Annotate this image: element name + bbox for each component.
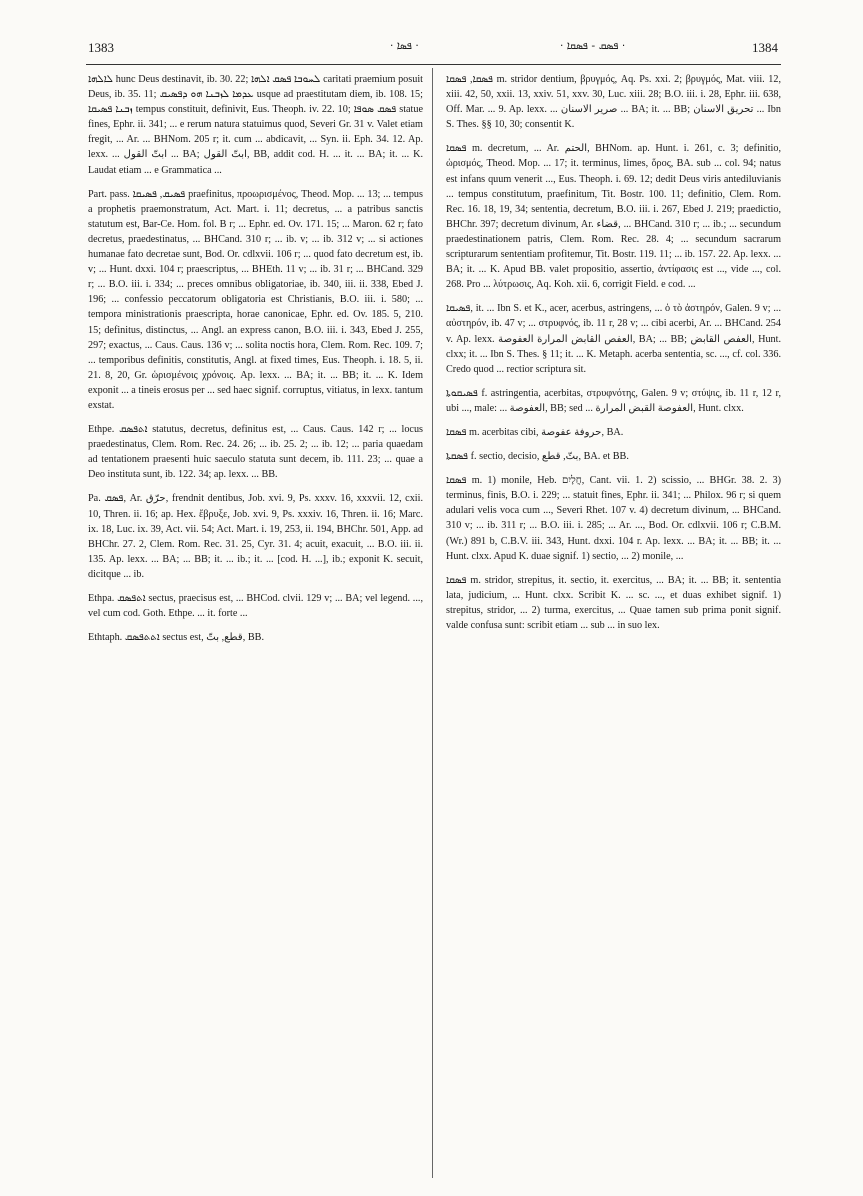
right-entry-7: ܦܣܩܐ m. 1) monile, Heb. חֲלָיִם, Cant. vii. 1. 2) scissio, ... BHGr. 38. 2. 3) terminus, finis, B.O. i. 229; ... statuit fines, Ephr. ii. 341; ... Philox. 96 r; si quem adulari velis voca cum ..., Severi Rhet. 107 v. 4) decretum divinum, ... BHCand. 310 v; ... ib. 311 r; ... B.O. iii. i. 285; ... Ar. ..., Bod. Or. cdlxvii. 106 r; C.B.M. (Wr.) 891 b, C.B.V. iii. 343, Hunt. dxxi. 104 r. Ap. lexx. ... BA; it. ... BB; it. ... Hunt. clxx. Apud K. duae signif. 1) sectio, ... 2) monile, ... (446, 475, 781, 562)
right-entry-5: ܦܣܩܐ m. acerbitas cibi, حروفة عفوصة, BA. (446, 426, 624, 438)
left-entry-1: ܠܐܠܗܐ hunc Deus destinavit, ib. 30. 22; ܠܚܘܒܐ ܦܣܩ ܐܠܗܐ caritati praemium posuit Deus, ib. 35. 11; ܥܕܡܐ ܠܙܒܢܐ ܗܘ ܕܦܣܝܩ usque ad praestitutam diem, ib. 108. 15; ܙܒܢܐ ܦܣܝܩܐ tempus constituit, definivit, Eus. Theoph. iv. 22. 10; ܦܣܩ ܣܘܦܐ statue fines, Ephr. ii. 341; ... e rerum natura statuimus quod, Severi Gr. 31 v. Valet etiam fregit, ... Ar. ... BHNom. 205 r; it. cum ... abdicavit, ... Syn. ii. Eph. 34. 12. Ap. lexx. ... ابتّ القول ... BA; ابتّ القول, BB, addit cod. H. ... it. ... BA; it. ... K. Laudat etiam ... e Grammatica ... (88, 74, 423, 176)
left-page-number: 1383 (88, 40, 114, 55)
header-rule (86, 64, 781, 65)
right-entry-1: ܦܣܩܐ, ܦܣܩܐ m. stridor dentium, βρυγμός, Aq. Ps. xxi. 2; βρυγμός, Mat. viii. 12, xiii. 42, 50, xxii. 13, xxiv. 51, xxv. 30, Luc. xiii. 28; B.O. iii. i. 28, Ephr. iii. 638, Off. Mar. ... 9. Ap. lexx. ... صرير الاسنان ... BA; it. ... BB; تحريق الاسنان ... Ibn S. Thes. §§ 10, 30; consentit K. (446, 74, 781, 131)
left-running-head: · ܦܣܐ · (390, 40, 419, 52)
left-entry-3: Ethpe. ܐܬܦܣܩ statutus, decretus, definitus est, ... Caus. Caus. 142 r; ... locus praedestinatus, Clem. Rom. Rec. 24. 26; ... ib. 25. 2; ... ib. 12; ... paria quaedam ad tentationem praesenti huic saeculo statuta sunt decem, ib. 111. 23; ... quae a Deo instituta sunt, ib. 122. 34; ap. lexx. ... BB. (88, 424, 423, 481)
right-entry-6: ܦܣܩܬܐ f. sectio, decisio, بتّ, قطع, BA. et BB. (446, 451, 629, 463)
right-page-number: 1384 (752, 40, 778, 55)
right-entry-2: ܦܣܩܐ m. decretum, ... Ar. الحتم, BHNom. ap. Hunt. i. 261, c. 3; definitio, ὡρισμός, Theod. Mop. ... 17; it. terminus, limes, ὅρος, BA. sub ... col. 94; natus est infans quum venerit ..., Eus. Theoph. i. 69. 12; dedit Deus viris antediluvianis ... tempus constitutum, praefinitum, Tit. Bostr. 100. 11; definitio, Clem. Rom. Rec. 16. 18, 19, 34; sententia, decretum, B.O. iii. i. 267, Ebed J. 219; praedictio, BHChr. 397; decretum divinum, Ar. قضاء, ... BHCand. 310 r; ... ib.; ... secundum praedestinationem patris, Clem. Rom. Rec. 28. 4; ... secundum sacrarum scripturarum sententiam profitemur, Tit. Bostr. 119. 11; ... ib. 157. 22. Ap. lexx. ... BA; it. ... K. Apud BB. valet propositio, assertio, ἀντίφασις est ..., vide ..., col. 268. Pro ... λύτρωσις, Aq. Koh. xii. 6, corrigit Field. e cod. ... (446, 143, 781, 291)
left-entry-2: Part. pass. ܦܣܝܩ, ܦܣܝܩܐ praefinitus, προωρισμένος, Theod. Mop. ... 13; ... tempus a prophetis praemonstratum, Act. Mart. i. 11; decretus, ... a patribus sanctis statutum est, Bar-Ce. Hom. fol. B r; ... Ephr. ed. Ov. 171. 15; ... Maron. 62 r; fato decretus, praedestinatus, ... BHCand. 310 r; ... ib. v; ... ib. 312 v; ... si actiones humanae fato decretae sunt, Bod. Or. cdlxvii. 106 r; ... quod fato decretum est, ib. v; ... Hunt. dxxi. 104 r; praescriptus, ... BHEth. 11 v; ... ib. 31 r; ... BHCand. 329 r; ... B.O. iii. i. 334; ... preces omnibus obligatoriae, ib. 340, iii. ii. 338, Ebed J. 196; ... confessio peccatorum obligatoria est Christianis, B.O. iii. i. 580; ... tempora ministrationis praescripta, horae canonicae, Ephr. ed. Ov. 185. 5, 210. 15; definitus, distinctus, ... Angl. an express canon, B.O. iii. i. 343, Ebed J. 255, 297; exactus, ... Caus. Caus. 136 v; ... solita noctis hora, Clem. Rom. Rec. 109. 7; ... temporibus definitis, constitutis, Angl. at fixed times, Eus. Theoph. i. 18. 5, ii. 21. 8, 20, Gr. ὡρισμένοις χρόνοις. Ap. lexx. ... BA; it. ... BB; it. ... K. Idem exponit ... a tineis erosus per ... sed haec signif. corruptus, vitiatus, in lexx. tantum exstat. (88, 188, 423, 411)
right-entry-4: ܦܣܝܩܘܬܐ f. astringentia, acerbitas, στρυφνότης, Galen. 9 v; στύψις, ib. 11 r, 12 r, ubi ..., male: ... العفوصة, BB; sed ... العفوصة القبض المرارة, Hunt. clxx. (446, 387, 781, 414)
left-column (88, 72, 423, 1172)
left-entry-4: Pa. ܦܣܩ, Ar. حرّق, frendnit dentibus, Job. xvi. 9, Ps. xxxv. 16, xxxvii. 12, cxii. 10, Thren. ii. 16; ap. Hex. ἔβρυξε, Job. xvi. 9, Ps. xxxiv. 16, Thren. ii. 16; Marc. ix. 18, Luc. ix. 39, Act. vii. 54; Act. Mart. i. 19, 253, ii. 194, BHChr. 501, App. ad BHChr. 27. 2, Clem. Rom. Rec. 31. 25, Cyr. 31. 4; acuit, exacuit, ... B.O. iii. ii. 135. Ap. lexx. ... BA; ... BB; it. ... ib.; it. ... [cod. H. ...], ib.; exponit K. secuit, dicitque ... ib. (88, 493, 423, 580)
column-divider (432, 68, 433, 1178)
right-entry-3: ܦܣܝܩܐ, it. ... Ibn S. et K., acer, acerbus, astringens, ... ὁ τὸ ἀστηρόν, Galen. 9 v; ... αὐστηρόν, ib. 47 v; ... στρυφνός, ib. 11 r, 28 v; ... cibi acerbi, Ar. ... BHCand. 254 v. Ap. lexx. العفص القابض المرارة العفوصة, BA; ... BB; العفص القابض, Hunt. clxx; it. ... Ibn S. Thes. § 11; it. ... K. Metaph. acerba sententia, sc. ..., cf. col. 336. Credo quod ... rectior scriptura sit. (446, 303, 781, 375)
right-column (446, 72, 781, 1172)
right-running-head: · ܦܣܩ - ܦܣܩܐ · (560, 40, 626, 52)
left-entry-6: Ethtaph. ܐܬܬܦܣܩ sectus est, قطع, بتّ, BB. (88, 632, 265, 644)
right-entry-8: ܦܣܩܐ m. stridor, strepitus, it. sectio, it. exercitus, ... BA; it. ... BB; it. sententia lata, judicium, ... Hunt. clxx. Scribit K. ... sc. ..., et duas exhibet signif. 1) strepitus, stridor, ... 2) turma, exercitus, ... Quae tamen sub prima ponit signif. valde confusa sunt: scribit etiam ... sub ... in suo lex. (446, 574, 781, 631)
left-entry-5: Ethpa. ܐܬܦܣܩ sectus, praecisus est, ... BHCod. clvii. 129 v; ... BA; vel legend. ..., vel cum cod. Goth. Ethpe. ... it. forte ... (88, 593, 423, 620)
